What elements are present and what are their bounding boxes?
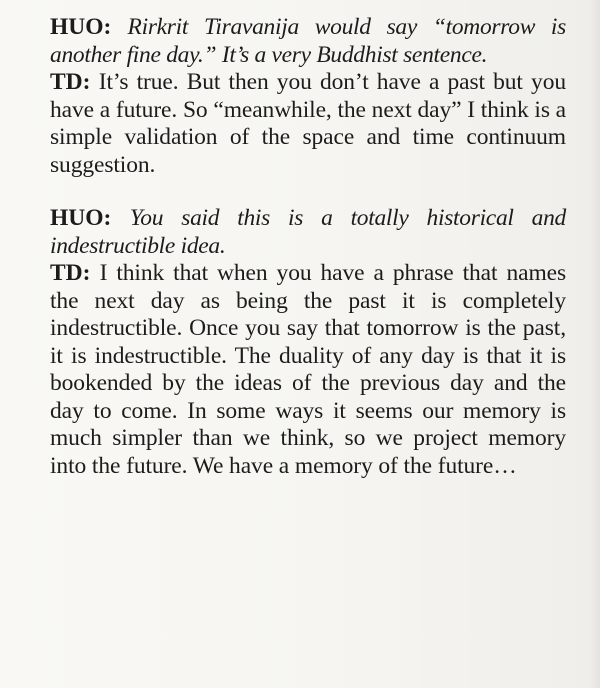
speaker-label-td: TD: (50, 260, 91, 286)
answer-text-1: It’s true. But then you don’t have a past but you have a future. So “meanwhile, the next day” I think is a simple validation of the space and time continuum suggestion. (50, 69, 567, 178)
speaker-label-td: TD: (50, 69, 91, 95)
question-paragraph-1 (50, 14, 566, 69)
question-paragraph-2 (50, 205, 566, 260)
page-edge-shadow (590, 0, 600, 688)
answer-paragraph-1 (50, 69, 566, 179)
answer-paragraph-2 (50, 260, 566, 480)
interview-text-column (50, 14, 566, 480)
answer-text-2: I think that when you have a phrase that names the next day as being the past it is completely indestructible. Once you say that tomorrow is the past, it is indestructible. The duality of any day is that it is bookended by the ideas of the previous day and the day to come. In some ways it seems our memory is much simpler than we think, so we project memory into the future. We have a memory of the future… (50, 260, 566, 479)
question-text-2: You said this is a totally historical and indestructible idea. (50, 205, 566, 259)
question-text-1: Rirkrit Tiravanija would say “tomorrow is another fine day.” It’s a very Buddhist sentence. (50, 14, 567, 68)
speaker-label-huo: HUO: (50, 14, 112, 40)
speaker-label-huo: HUO: (50, 205, 112, 231)
